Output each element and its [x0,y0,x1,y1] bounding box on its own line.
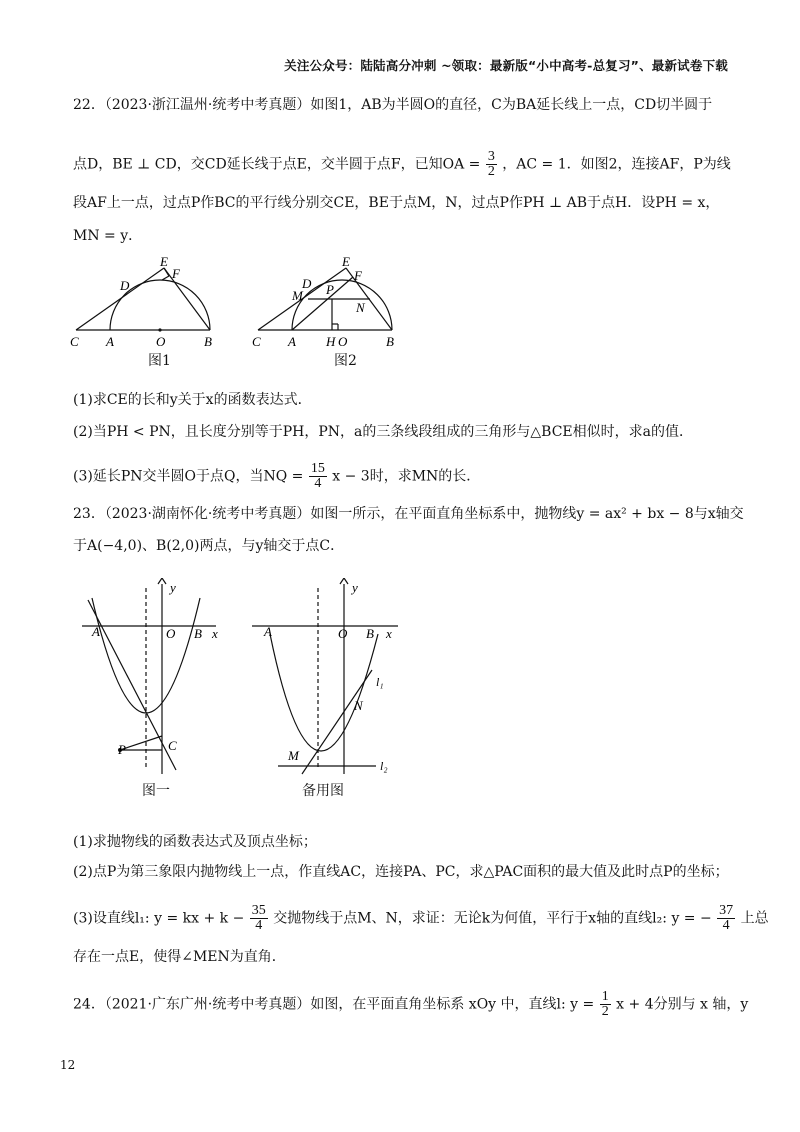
svg-text:P: P [326,282,334,297]
q22-line-2a: 点D，BE ⊥ CD，交CD延长线于点E，交半圆于点F，已知OA = [73,156,481,173]
svg-text:F: F [354,268,362,283]
q23-line-2: 于A(−4,0)、B(2,0)两点，与y轴交于点C． [73,538,345,554]
svg-text:E: E [342,254,350,269]
svg-text:A: A [92,624,100,639]
svg-text:M: M [288,748,299,763]
q22-line-2 [73,150,731,179]
svg-text:B: B [194,626,202,641]
svg-text:A: A [288,334,296,349]
q23-sub-2: (2)点P为第三象限内抛物线上一点，作直线AC，连接PA、PC，求△PAC面积的最大值及此时点P的坐标； [73,864,729,880]
svg-text:A: A [264,624,272,639]
svg-text:y: y [352,580,358,595]
svg-text:l₂: l₂ [380,759,388,773]
fraction: $\frac{1}{2}$ [601,989,609,1019]
svg-text:C: C [168,738,177,753]
svg-text:F: F [172,266,180,281]
figure-2-semicircle [252,252,412,356]
svg-text:M: M [292,288,303,303]
q22-sub-1: (1)求CE的长和y关于x的函数表达式． [73,392,312,408]
fraction: $\frac{37}{4}$ [719,903,734,933]
q22-line-4: MN = y． [73,228,143,244]
svg-text:N: N [354,698,363,713]
figure-parabola-spare [248,578,408,782]
svg-text:E: E [160,254,168,269]
fraction: $\frac{3}{2}$ [487,149,495,179]
center-point [158,328,161,331]
svg-text:O: O [166,626,176,641]
svg-text:O: O [338,334,348,349]
svg-text:N: N [356,300,365,315]
q23-sub-3-cont: 存在一点E，使得∠MEN为直角． [73,949,286,965]
q22-sub-3: (3)延长PN交半圆O于点Q，当NQ = $\frac{15}{4}$ x − 3时，求MN的长． [73,461,481,491]
figure-spare-caption: 备用图 [302,783,344,799]
q23-sub-3: (3)设直线l₁: y = kx + k − $\frac{35}{4}$ 交抛物线于点M、N，求证：无论k为何值，平行于x轴的直线l₂: y = − $\frac{37}{4}$ 上总 [73,903,769,933]
page-number: 12 [60,1058,76,1072]
svg-text:y: y [170,580,176,595]
svg-text:B: B [204,334,212,349]
fraction: $\frac{15}{4}$ [310,461,325,491]
svg-text:O: O [338,626,348,641]
q23-sub-1: (1)求抛物线的函数表达式及顶点坐标； [73,834,317,850]
svg-text:A: A [106,334,114,349]
svg-text:D: D [120,278,130,293]
figure-1-semicircle [70,252,230,356]
q22-line-3: 段AF上一点，过点P作BC的平行线分别交CE，BE于点M，N，过点P作PH ⊥ AB于点H．设PH = x， [73,195,720,211]
svg-text:x: x [212,626,218,641]
q24-line-1: 24．（2021·广东广州·统考中考真题）如图，在平面直角坐标系 xOy 中，直线l: y = $\frac{1}{2}$ x + 4分别与 x 轴，y [73,989,749,1019]
svg-text:B: B [366,626,374,641]
q22-line-2b: ，AC = 1．如图2，连接AF，P为线 [502,156,731,173]
fraction: $\frac{35}{4}$ [251,903,266,933]
figure-2-caption: 图2 [334,353,357,369]
svg-text:C: C [252,334,261,349]
svg-text:l₁: l₁ [376,675,384,689]
q23-line-1: 23．（2023·湖南怀化·统考中考真题）如图一所示，在平面直角坐标系中，抛物线y = ax² + bx − 8与x轴交 [73,506,744,522]
svg-text:C: C [70,334,79,349]
svg-text:D: D [302,276,312,291]
q22-sub-2: (2)当PH < PN，且长度分别等于PH，PN，a的三条线段组成的三角形与△BCE相似时，求a的值． [73,424,693,440]
q22-line-1: 22．（2023·浙江温州·统考中考真题）如图1，AB为半圆O的直径，C为BA延长线上一点，CD切半圆于 [73,97,713,113]
figure-parabola-main [78,578,238,782]
svg-text:x: x [386,626,392,641]
page-header: 关注公众号：陆陆高分冲刺 ~领取：最新版“小中高考-总复习”、最新试卷下载 [284,58,728,73]
svg-text:O: O [156,334,166,349]
figure-one-caption: 图一 [142,783,170,799]
svg-text:H: H [326,334,336,349]
svg-text:B: B [386,334,394,349]
figure-1-caption: 图1 [148,353,171,369]
svg-text:P: P [118,742,126,757]
